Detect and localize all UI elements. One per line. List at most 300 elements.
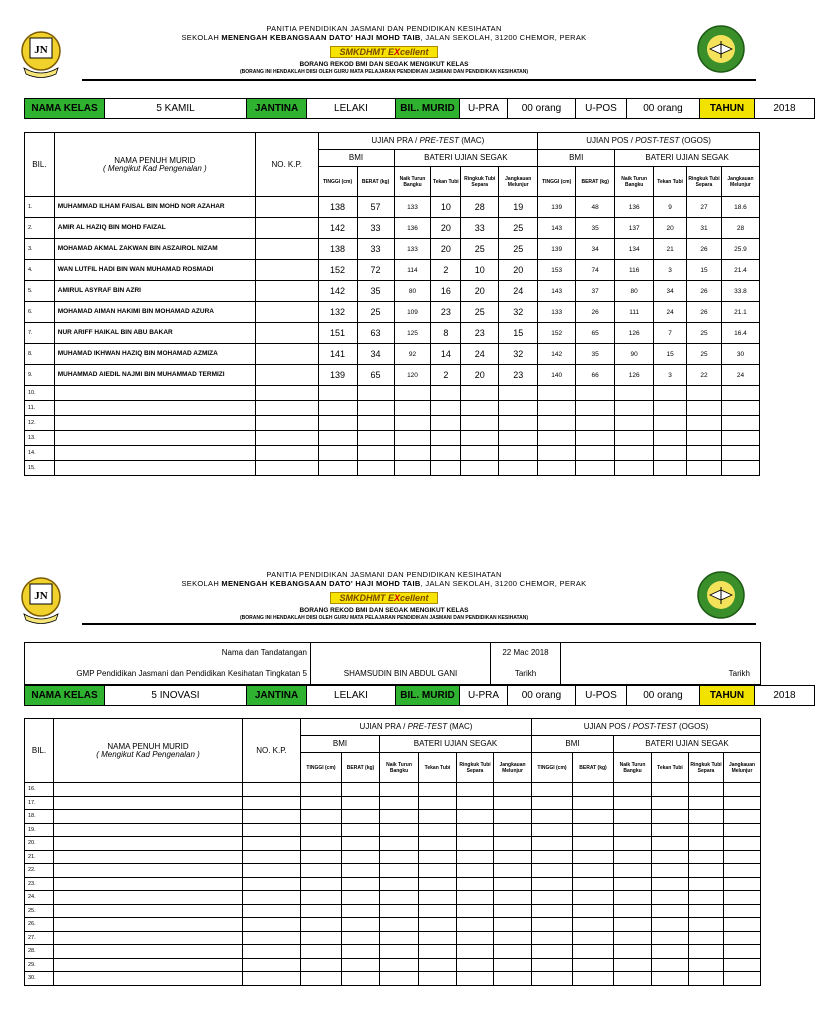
data-cell[interactable] [419,810,457,824]
data-cell[interactable] [654,431,687,446]
data-cell[interactable] [687,461,722,476]
pre-test-value[interactable]: 16 [431,281,461,302]
pre-test-value[interactable]: 14 [431,344,461,365]
data-cell[interactable] [342,945,380,959]
data-cell[interactable] [494,850,532,864]
post-test-value[interactable]: 15 [654,344,687,365]
post-test-value[interactable]: 139 [538,239,576,260]
pre-test-value[interactable]: 120 [394,365,431,386]
data-cell[interactable] [573,931,614,945]
post-test-value[interactable]: 90 [615,344,654,365]
post-test-value[interactable]: 66 [576,365,615,386]
data-cell[interactable] [654,386,687,401]
data-cell[interactable] [689,918,724,932]
post-test-value[interactable]: 65 [576,323,615,344]
data-cell[interactable] [301,931,342,945]
data-cell[interactable] [494,864,532,878]
data-cell[interactable] [494,945,532,959]
data-cell[interactable] [255,401,318,416]
data-cell[interactable] [431,386,461,401]
post-test-value[interactable]: 35 [576,344,615,365]
data-cell[interactable] [394,401,431,416]
data-cell[interactable] [357,461,394,476]
pre-test-value[interactable]: 114 [394,260,431,281]
data-cell[interactable] [614,810,652,824]
data-cell[interactable] [538,401,576,416]
data-cell[interactable] [724,958,761,972]
data-cell[interactable] [724,810,761,824]
post-test-value[interactable]: 74 [576,260,615,281]
data-cell[interactable] [532,891,573,905]
pre-test-value[interactable]: 125 [394,323,431,344]
pre-test-value[interactable]: 133 [394,197,431,218]
pre-test-value[interactable]: 10 [461,260,499,281]
data-cell[interactable] [721,461,759,476]
post-test-value[interactable]: 80 [615,281,654,302]
student-name[interactable]: NUR ARIFF HAIKAL BIN ABU BAKAR [54,323,255,344]
post-test-value[interactable]: 3 [654,260,687,281]
data-cell[interactable] [342,796,380,810]
data-cell[interactable] [380,918,419,932]
data-cell[interactable] [461,431,499,446]
data-cell[interactable] [532,945,573,959]
data-cell[interactable] [419,918,457,932]
data-cell[interactable] [243,837,301,851]
data-cell[interactable] [342,837,380,851]
data-cell[interactable] [615,431,654,446]
pre-test-value[interactable]: 141 [318,344,357,365]
data-cell[interactable] [457,877,494,891]
pre-test-value[interactable]: 25 [499,239,538,260]
pre-test-value[interactable]: 138 [318,197,357,218]
data-cell[interactable] [532,958,573,972]
data-cell[interactable] [652,783,689,797]
post-test-value[interactable]: 3 [654,365,687,386]
data-cell[interactable] [394,431,431,446]
pre-test-value[interactable]: 142 [318,218,357,239]
pre-test-value[interactable]: 23 [499,365,538,386]
post-test-value[interactable]: 18.6 [721,197,759,218]
pre-test-value[interactable]: 23 [431,302,461,323]
data-cell[interactable] [615,461,654,476]
data-cell[interactable] [652,823,689,837]
pre-test-value[interactable]: 57 [357,197,394,218]
data-cell[interactable] [689,796,724,810]
pre-test-value[interactable]: 20 [461,365,499,386]
data-cell[interactable] [654,446,687,461]
data-cell[interactable] [654,461,687,476]
data-cell[interactable] [357,401,394,416]
data-cell[interactable] [457,783,494,797]
post-test-value[interactable]: 26 [687,239,722,260]
post-test-value[interactable]: 33.8 [721,281,759,302]
data-cell[interactable] [532,877,573,891]
post-test-value[interactable]: 25 [687,323,722,344]
data-cell[interactable] [499,401,538,416]
student-name[interactable]: AMIRUL ASYRAF BIN AZRI [54,281,255,302]
student-name[interactable] [54,416,255,431]
nokp-cell[interactable] [255,365,318,386]
data-cell[interactable] [419,850,457,864]
data-cell[interactable] [380,945,419,959]
student-name[interactable] [54,877,243,891]
student-name[interactable] [54,386,255,401]
data-cell[interactable] [614,931,652,945]
data-cell[interactable] [301,877,342,891]
data-cell[interactable] [380,931,419,945]
data-cell[interactable] [394,386,431,401]
pre-test-value[interactable]: 25 [499,218,538,239]
data-cell[interactable] [573,877,614,891]
post-test-value[interactable]: 25.9 [721,239,759,260]
pre-test-value[interactable]: 72 [357,260,394,281]
data-cell[interactable] [318,446,357,461]
data-cell[interactable] [652,796,689,810]
data-cell[interactable] [342,850,380,864]
data-cell[interactable] [576,431,615,446]
data-cell[interactable] [461,416,499,431]
pre-test-value[interactable]: 25 [461,302,499,323]
data-cell[interactable] [494,891,532,905]
data-cell[interactable] [576,446,615,461]
data-cell[interactable] [255,431,318,446]
data-cell[interactable] [724,891,761,905]
data-cell[interactable] [614,864,652,878]
data-cell[interactable] [532,850,573,864]
post-test-value[interactable]: 27 [687,197,722,218]
post-test-value[interactable]: 136 [615,197,654,218]
student-name[interactable]: MUHAMMAD AIEDIL NAJMI BIN MUHAMMAD TERMIZI [54,365,255,386]
data-cell[interactable] [724,783,761,797]
student-name[interactable] [54,823,243,837]
pre-test-value[interactable]: 152 [318,260,357,281]
data-cell[interactable] [538,461,576,476]
data-cell[interactable] [573,796,614,810]
data-cell[interactable] [431,431,461,446]
post-test-value[interactable]: 24 [721,365,759,386]
pre-test-value[interactable]: 20 [431,218,461,239]
post-test-value[interactable]: 28 [721,218,759,239]
data-cell[interactable] [494,931,532,945]
pre-test-value[interactable]: 8 [431,323,461,344]
post-test-value[interactable]: 16.4 [721,323,759,344]
data-cell[interactable] [532,972,573,986]
data-cell[interactable] [431,461,461,476]
data-cell[interactable] [380,891,419,905]
data-cell[interactable] [614,850,652,864]
data-cell[interactable] [357,416,394,431]
data-cell[interactable] [457,918,494,932]
data-cell[interactable] [576,401,615,416]
student-name[interactable] [54,783,243,797]
data-cell[interactable] [419,958,457,972]
data-cell[interactable] [532,810,573,824]
pre-test-value[interactable]: 32 [499,344,538,365]
pre-test-value[interactable]: 24 [461,344,499,365]
data-cell[interactable] [342,783,380,797]
data-cell[interactable] [721,431,759,446]
data-cell[interactable] [457,931,494,945]
data-cell[interactable] [380,877,419,891]
data-cell[interactable] [652,945,689,959]
data-cell[interactable] [457,837,494,851]
post-test-value[interactable]: 153 [538,260,576,281]
data-cell[interactable] [573,823,614,837]
pre-test-value[interactable]: 33 [357,218,394,239]
data-cell[interactable] [494,958,532,972]
pre-test-value[interactable]: 15 [499,323,538,344]
data-cell[interactable] [461,461,499,476]
data-cell[interactable] [652,810,689,824]
data-cell[interactable] [243,891,301,905]
data-cell[interactable] [538,386,576,401]
data-cell[interactable] [652,931,689,945]
data-cell[interactable] [538,416,576,431]
data-cell[interactable] [301,850,342,864]
data-cell[interactable] [494,877,532,891]
data-cell[interactable] [342,877,380,891]
data-cell[interactable] [499,461,538,476]
data-cell[interactable] [318,416,357,431]
data-cell[interactable] [394,446,431,461]
data-cell[interactable] [615,401,654,416]
data-cell[interactable] [457,796,494,810]
student-name[interactable] [54,431,255,446]
data-cell[interactable] [689,972,724,986]
nokp-cell[interactable] [255,323,318,344]
data-cell[interactable] [614,837,652,851]
pre-test-value[interactable]: 23 [461,323,499,344]
data-cell[interactable] [614,823,652,837]
pre-test-value[interactable]: 151 [318,323,357,344]
data-cell[interactable] [573,945,614,959]
data-cell[interactable] [457,958,494,972]
pre-test-value[interactable]: 25 [357,302,394,323]
data-cell[interactable] [461,446,499,461]
student-name[interactable]: WAN LUTFIL HADI BIN WAN MUHAMAD ROSMADI [54,260,255,281]
student-name[interactable] [54,461,255,476]
data-cell[interactable] [614,877,652,891]
post-test-value[interactable]: 133 [538,302,576,323]
post-test-value[interactable]: 126 [615,365,654,386]
post-test-value[interactable]: 137 [615,218,654,239]
data-cell[interactable] [689,945,724,959]
student-name[interactable]: MUHAMAD IKHWAN HAZIQ BIN MOHAMAD AZMIZA [54,344,255,365]
data-cell[interactable] [255,446,318,461]
data-cell[interactable] [573,972,614,986]
post-test-value[interactable]: 142 [538,344,576,365]
data-cell[interactable] [689,823,724,837]
data-cell[interactable] [457,864,494,878]
data-cell[interactable] [724,931,761,945]
post-test-value[interactable]: 15 [687,260,722,281]
student-name[interactable] [54,958,243,972]
student-name[interactable]: MOHAMAD AKMAL ZAKWAN BIN ASZAIROL NIZAM [54,239,255,260]
data-cell[interactable] [573,810,614,824]
student-name[interactable] [54,810,243,824]
student-name[interactable] [54,918,243,932]
data-cell[interactable] [494,810,532,824]
data-cell[interactable] [243,972,301,986]
post-test-value[interactable]: 21.4 [721,260,759,281]
data-cell[interactable] [357,446,394,461]
data-cell[interactable] [494,837,532,851]
data-cell[interactable] [243,945,301,959]
data-cell[interactable] [380,837,419,851]
pre-test-value[interactable]: 63 [357,323,394,344]
data-cell[interactable] [652,864,689,878]
data-cell[interactable] [457,904,494,918]
data-cell[interactable] [494,783,532,797]
post-test-value[interactable]: 140 [538,365,576,386]
data-cell[interactable] [499,386,538,401]
student-name[interactable] [54,891,243,905]
data-cell[interactable] [532,864,573,878]
data-cell[interactable] [538,446,576,461]
data-cell[interactable] [243,783,301,797]
data-cell[interactable] [724,850,761,864]
student-name[interactable] [54,796,243,810]
data-cell[interactable] [255,386,318,401]
data-cell[interactable] [652,972,689,986]
post-test-value[interactable]: 34 [576,239,615,260]
data-cell[interactable] [301,837,342,851]
data-cell[interactable] [614,796,652,810]
data-cell[interactable] [301,810,342,824]
data-cell[interactable] [532,837,573,851]
nokp-cell[interactable] [255,281,318,302]
student-name[interactable]: MOHAMAD AIMAN HAKIMI BIN MOHAMAD AZURA [54,302,255,323]
post-test-value[interactable]: 37 [576,281,615,302]
data-cell[interactable] [243,864,301,878]
data-cell[interactable] [532,904,573,918]
data-cell[interactable] [457,891,494,905]
data-cell[interactable] [342,918,380,932]
data-cell[interactable] [419,931,457,945]
data-cell[interactable] [301,958,342,972]
pre-test-value[interactable]: 28 [461,197,499,218]
pre-test-value[interactable]: 80 [394,281,431,302]
data-cell[interactable] [689,783,724,797]
nokp-cell[interactable] [255,260,318,281]
data-cell[interactable] [394,416,431,431]
data-cell[interactable] [380,850,419,864]
data-cell[interactable] [301,945,342,959]
post-test-value[interactable]: 134 [615,239,654,260]
pre-test-value[interactable]: 136 [394,218,431,239]
post-test-value[interactable]: 139 [538,197,576,218]
data-cell[interactable] [301,823,342,837]
data-cell[interactable] [614,891,652,905]
data-cell[interactable] [494,972,532,986]
data-cell[interactable] [724,904,761,918]
data-cell[interactable] [573,958,614,972]
data-cell[interactable] [652,918,689,932]
data-cell[interactable] [532,783,573,797]
pre-test-value[interactable]: 33 [357,239,394,260]
data-cell[interactable] [614,958,652,972]
data-cell[interactable] [301,904,342,918]
student-name[interactable] [54,837,243,851]
post-test-value[interactable]: 9 [654,197,687,218]
data-cell[interactable] [457,823,494,837]
data-cell[interactable] [652,891,689,905]
data-cell[interactable] [499,446,538,461]
data-cell[interactable] [614,918,652,932]
data-cell[interactable] [494,904,532,918]
post-test-value[interactable]: 21 [654,239,687,260]
pre-test-value[interactable]: 19 [499,197,538,218]
data-cell[interactable] [419,837,457,851]
data-cell[interactable] [724,972,761,986]
data-cell[interactable] [721,386,759,401]
data-cell[interactable] [689,837,724,851]
data-cell[interactable] [380,958,419,972]
data-cell[interactable] [532,931,573,945]
post-test-value[interactable]: 31 [687,218,722,239]
data-cell[interactable] [494,796,532,810]
data-cell[interactable] [380,904,419,918]
data-cell[interactable] [687,386,722,401]
data-cell[interactable] [457,850,494,864]
nokp-cell[interactable] [255,344,318,365]
pre-test-value[interactable]: 20 [461,281,499,302]
data-cell[interactable] [419,783,457,797]
post-test-value[interactable]: 26 [687,281,722,302]
data-cell[interactable] [573,850,614,864]
data-cell[interactable] [614,783,652,797]
data-cell[interactable] [689,864,724,878]
data-cell[interactable] [573,918,614,932]
data-cell[interactable] [538,431,576,446]
data-cell[interactable] [687,446,722,461]
data-cell[interactable] [357,386,394,401]
post-test-value[interactable]: 7 [654,323,687,344]
data-cell[interactable] [687,416,722,431]
data-cell[interactable] [419,823,457,837]
student-name[interactable] [54,945,243,959]
data-cell[interactable] [576,386,615,401]
data-cell[interactable] [652,904,689,918]
data-cell[interactable] [573,783,614,797]
pre-test-value[interactable]: 65 [357,365,394,386]
data-cell[interactable] [342,972,380,986]
data-cell[interactable] [614,904,652,918]
nokp-cell[interactable] [255,302,318,323]
data-cell[interactable] [689,958,724,972]
data-cell[interactable] [255,461,318,476]
data-cell[interactable] [687,401,722,416]
pre-test-value[interactable]: 33 [461,218,499,239]
data-cell[interactable] [380,796,419,810]
data-cell[interactable] [342,904,380,918]
data-cell[interactable] [342,958,380,972]
pre-test-value[interactable]: 32 [499,302,538,323]
post-test-value[interactable]: 21.1 [721,302,759,323]
data-cell[interactable] [724,864,761,878]
data-cell[interactable] [301,972,342,986]
data-cell[interactable] [243,796,301,810]
data-cell[interactable] [721,401,759,416]
post-test-value[interactable]: 22 [687,365,722,386]
data-cell[interactable] [615,386,654,401]
post-test-value[interactable]: 26 [576,302,615,323]
data-cell[interactable] [724,877,761,891]
data-cell[interactable] [689,810,724,824]
data-cell[interactable] [431,416,461,431]
student-name[interactable] [54,972,243,986]
data-cell[interactable] [615,416,654,431]
